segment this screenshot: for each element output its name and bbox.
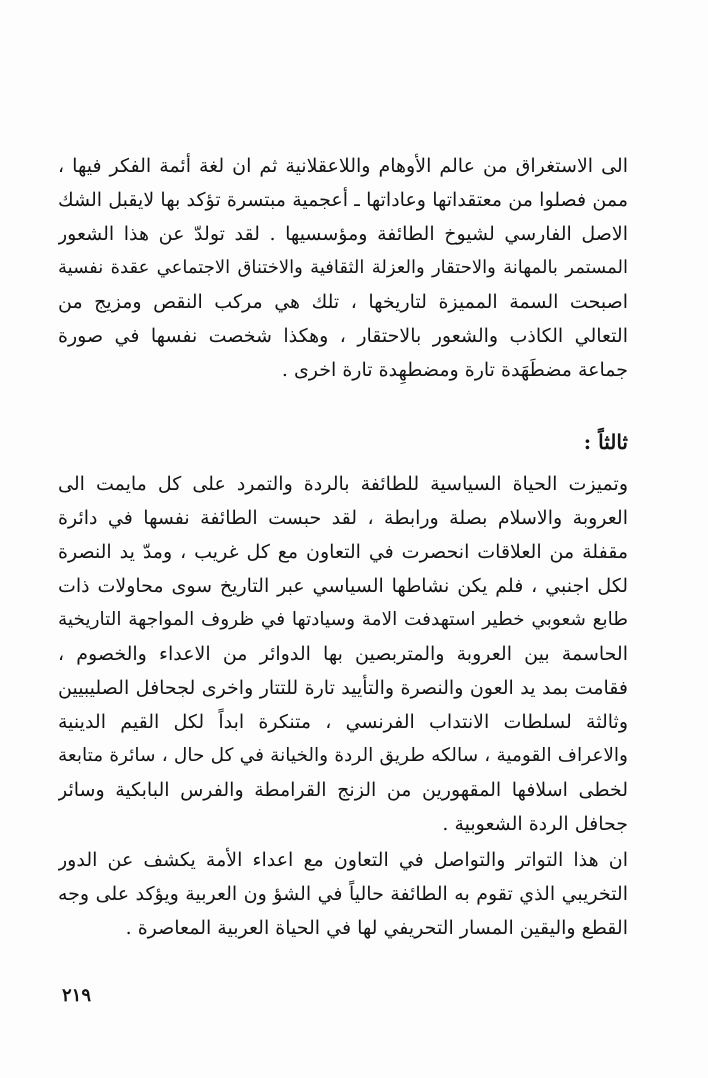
page-number: ٢١٩ xyxy=(62,985,92,1006)
text-line: المستمر بالمهانة والاحتقار والعزلة الثقافية والاختناق الاجتماعي عقدة نفسية xyxy=(58,257,628,278)
text-line: القطع واليقين المسار التحريفي لها في الحياة العربية المعاصرة . xyxy=(125,917,628,939)
text-line: ان هذا التواتر والتواصل في التعاون مع اعداء الأمة يكشف عن الدور xyxy=(58,849,628,871)
text-line: طابع شعوبي خطير استهدفت الامة وسيادتها في ظروف المواجهة التاريخية xyxy=(58,609,628,630)
section-heading: ثالثاً : xyxy=(583,430,628,454)
text-line: وتميزت الحياة السياسية للطائفة بالردة والتمرد على كل مايمت الى xyxy=(58,473,628,495)
text-line: ممن فصلوا من معتقداتها وعاداتها ـ أعجمية مبتسرة تؤكد بها لايقبل الشك xyxy=(58,189,628,211)
text-line: التخريبي الذي تقوم به الطائفة حالياً في الشؤ ون العربية ويؤكد على وجه xyxy=(58,883,628,905)
text-line: وثالثة لسلطات الانتداب الفرنسي ، متنكرة ابداً لكل القيم الدينية xyxy=(58,711,628,733)
text-line: جحافل الردة الشعوبية . xyxy=(442,813,628,835)
text-line: اصبحت السمة المميزة لتاريخها ، تلك هي مركب النقص ومزيج من xyxy=(58,291,628,313)
text-line: العروبة والاسلام بصلة ورابطة ، لقد حبست الطائفة نفسها في دائرة xyxy=(58,507,628,529)
text-line: والاعراف القومية ، سالكه طريق الردة والخيانة في كل حال ، سائرة متابعة xyxy=(58,745,628,766)
text-line: الحاسمة بين العروبة والمتربصين بها الدوائر من الاعداء والخصوم ، xyxy=(58,643,628,665)
text-line: الى الاستغراق من عالم الأوهام واللاعقلانية ثم ان لغة أئمة الفكر فيها ، xyxy=(58,155,628,177)
text-line: التعالي الكاذب والشعور بالاحتقار ، وهكذا شخصت نفسها في صورة xyxy=(58,325,628,347)
text-line: جماعة مضطَهَدة تارة ومضطهِدة تارة اخرى . xyxy=(281,359,628,381)
text-line: فقامت بمد يد العون والنصرة والتأييد تارة للتتار واخرى لجحافل الصليبيين xyxy=(58,677,628,699)
text-line: لكل اجنبي ، فلم يكن نشاطها السياسي عبر التاريخ سوى محاولات ذات xyxy=(58,575,628,597)
text-line: لخطى اسلافها المقهورين من الزنج القرامطة والفرس البابكية وسائر xyxy=(58,779,628,801)
text-line: الاصل الفارسي لشيوخ الطائفة ومؤسسيها . لقد تولدّ عن هذا الشعور xyxy=(58,223,628,245)
text-line: مقفلة من العلاقات انحصرت في التعاون مع كل غريب ، ومدّ يد النصرة xyxy=(58,541,628,563)
